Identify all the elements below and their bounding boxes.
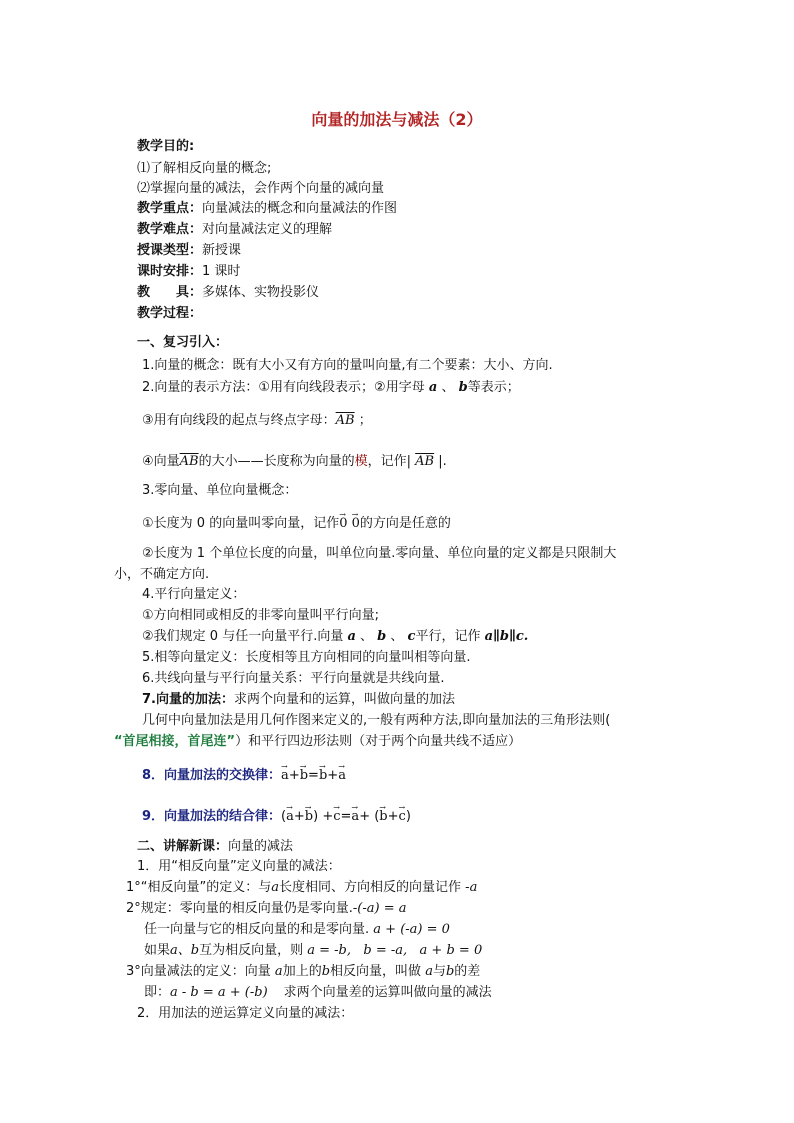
addition-text: 求两个向量和的运算，叫做向量的加法 — [233, 692, 455, 707]
zero-rule-text: 2°规定：零向量的相反向量仍是零向量. — [126, 901, 353, 916]
lesson-type — [137, 242, 241, 260]
opposite-formula: a = -b, b = -a, a + b = 0 — [307, 943, 483, 958]
subtraction-def-text: 3°向量减法的定义：向量 — [126, 964, 271, 979]
vector-b: b — [445, 964, 455, 979]
objectives-heading: 教学目的: — [137, 139, 195, 154]
modulus-term: 模 — [354, 454, 368, 469]
vector-a: a — [428, 380, 438, 395]
new-lesson-line-2 — [126, 879, 477, 897]
vector-ab: $\overline{AB}$ — [179, 454, 199, 469]
sum-rule-formula: a + (-a) = 0 — [373, 922, 450, 937]
separator: 、 — [441, 380, 455, 395]
opposite-def-mid: 长度相同、方向相反的向量记作 — [279, 880, 462, 895]
review-line-11-mid: 平行，记作 — [415, 629, 481, 644]
vector-c: c — [407, 629, 416, 644]
vector-a: → a — [281, 767, 289, 785]
new-lesson-line-1: 1．用“相反向量”定义向量的减法： — [137, 859, 341, 874]
vector-a: a — [425, 964, 433, 979]
new-lesson-line-5 — [144, 942, 482, 960]
subtraction-def-mid: 加上的 — [282, 964, 322, 979]
difficulty — [137, 221, 332, 239]
review-line-12: 5.相等向量定义：长度相等且方向相同的向量叫相等向量. — [142, 650, 471, 665]
difficulty-text: 对向量减法定义的理解 — [202, 222, 333, 237]
review-line-8: 小，不确定方向. — [114, 567, 210, 582]
vector-b: → b — [300, 767, 308, 785]
tools-label-a: 教 — [137, 285, 151, 300]
review-line-4 — [142, 453, 447, 471]
zero-vector: → 0 — [339, 515, 347, 533]
negative-a: -a — [465, 880, 478, 895]
vector-c: → c — [333, 808, 340, 826]
key-point-label: 教学重点： — [137, 201, 203, 216]
new-lesson-line-8: 2．用加法的逆运算定义向量的减法： — [137, 1006, 354, 1021]
vector-ab-abs: $\overline{AB}$ — [415, 454, 435, 469]
review-line-1: 1.向量的概念：既有大小又有方向的量叫向量,有二个要素：大小、方向. — [142, 358, 553, 373]
vector-b: b — [458, 380, 468, 395]
subtraction-def-and: 与 — [432, 964, 446, 979]
review-heading: 一、复习引入： — [137, 335, 229, 350]
vector-ab: $\overline{AB}$ — [335, 413, 355, 428]
review-line-3-end: ； — [358, 413, 372, 428]
parallel-notation: a∥b∥c. — [484, 629, 529, 644]
subtraction-formula: a - b = a + (-b) — [170, 985, 268, 1000]
review-line-4-mid: 的大小——长度称为向量的 — [198, 454, 355, 469]
vector-a: a — [271, 880, 280, 895]
vector-a: → a — [351, 808, 359, 826]
vector-a: a — [347, 629, 356, 644]
triangle-rule-quote: “首尾相接，首尾连” — [114, 734, 236, 749]
lesson-type-label: 授课类型： — [137, 243, 203, 258]
review-line-11: ②我们规定 0 与任一向量平行.向量 a 、 b 、 c平行，记作 a∥b∥c. — [142, 629, 529, 644]
associative-label: 9．向量加法的结合律： — [142, 809, 282, 824]
new-lesson-label: 二、讲解新课： — [137, 839, 229, 854]
review-line-6-text: ①长度为 0 的向量叫零向量，记作 — [142, 516, 340, 531]
tools — [137, 284, 319, 302]
review-line-11-text: ②我们规定 0 与任一向量平行.向量 — [142, 629, 344, 644]
subtraction-def-end: 的差 — [454, 964, 481, 979]
review-line-2-end: 等表示； — [467, 380, 520, 395]
review-line-9: 4.平行向量定义： — [142, 587, 246, 602]
new-lesson-line-3 — [126, 900, 407, 918]
review-line-4-text: ④向量 — [142, 454, 180, 469]
schedule-text: 1 课时 — [202, 264, 241, 279]
schedule-label: 课时安排： — [137, 264, 203, 279]
review-line-5: 3.零向量、单位向量概念： — [142, 483, 298, 498]
vector-c: → c — [399, 808, 406, 826]
review-line-2-text: 2.向量的表示方法：①用有向线段表示；②用字母 — [142, 380, 425, 395]
zero-rule-formula: -(-a) = a — [352, 901, 407, 916]
lesson-type-text: 新授课 — [202, 243, 242, 258]
review-line-3-text: ③用有向线段的起点与终点字母： — [142, 413, 336, 428]
review-line-13: 6.共线向量与平行向量关系：平行向量就是共线向量. — [142, 671, 445, 686]
vector-b: b — [321, 964, 331, 979]
review-line-16 — [114, 733, 521, 751]
vector-a: → a — [286, 808, 294, 826]
commutative-label: 8．向量加法的交换律： — [142, 768, 282, 783]
if-text: 如果 — [144, 943, 171, 958]
subtraction-summary: 求两个向量差的运算叫做向量的减法 — [283, 985, 492, 1000]
opposite-text: 互为相反向量，则 — [199, 943, 304, 958]
objective-2: ⑵掌握向量的减法，会作两个向量的减向量 — [137, 181, 385, 196]
vectors-a-b: a、b — [170, 943, 200, 958]
zero-vector: → 0 — [352, 515, 360, 533]
vector-a: → a — [338, 767, 346, 785]
vector-b: b — [377, 629, 387, 644]
review-line-16-text: ）和平行四边形法则（对于两个向量共线不适应） — [235, 734, 522, 749]
vector-b: → b — [319, 767, 327, 785]
review-line-3 — [142, 412, 372, 430]
new-lesson-line-7 — [144, 984, 492, 1002]
review-line-18: 9．向量加法的结合律：(→ a+→ b) +→ c=→ a+ (→ b+→ c) — [142, 808, 411, 826]
review-line-10: ①方向相同或相反的非零向量叫平行向量; — [142, 608, 380, 623]
difficulty-label: 教学难点： — [137, 222, 203, 237]
key-point — [137, 200, 397, 218]
review-line-14 — [142, 691, 455, 709]
review-line-4-end: |. — [438, 454, 447, 469]
review-line-7: ②长度为 1 个单位长度的向量，叫单位向量.零向量、单位向量的定义都是只限制大 — [142, 546, 617, 561]
objective-1: ⑴了解相反向量的概念; — [137, 161, 272, 176]
new-lesson-heading — [137, 838, 293, 856]
opposite-def-text: 1°“相反向量”的定义：与 — [126, 880, 272, 895]
review-line-2 — [142, 379, 520, 397]
schedule — [137, 263, 240, 281]
vector-b: → b — [305, 808, 313, 826]
new-lesson-topic: 向量的减法 — [228, 839, 294, 854]
page-title: 向量的加法与减法（2） — [311, 110, 483, 129]
process-heading: 教学过程： — [137, 306, 203, 321]
review-line-17: 8．向量加法的交换律：→ a+→ b=→ b+→ a — [142, 767, 346, 785]
new-lesson-line-4 — [144, 921, 450, 939]
new-lesson-line-6 — [126, 963, 480, 981]
review-line-6 — [142, 515, 451, 533]
subtraction-def-mid2: 相反向量，叫做 — [330, 964, 422, 979]
review-line-15: 几何中向量加法是用几何作图来定义的,一般有两种方法,即向量加法的三角形法则( — [142, 713, 611, 728]
addition-label: 7.向量的加法： — [142, 692, 234, 707]
tools-text: 多媒体、实物投影仪 — [202, 285, 320, 300]
vector-a: a — [274, 964, 283, 979]
key-point-text: 向量减法的概念和向量减法的作图 — [202, 201, 398, 216]
vector-b: → b — [379, 808, 387, 826]
review-line-4-notation: ，记作| — [367, 454, 412, 469]
namely-text: 即： — [144, 985, 171, 1000]
review-line-6-end: 的方向是任意的 — [359, 516, 451, 531]
tools-label-b: 具： — [176, 285, 203, 300]
sum-rule-text: 任一向量与它的相反向量的和是零向量. — [144, 922, 370, 937]
